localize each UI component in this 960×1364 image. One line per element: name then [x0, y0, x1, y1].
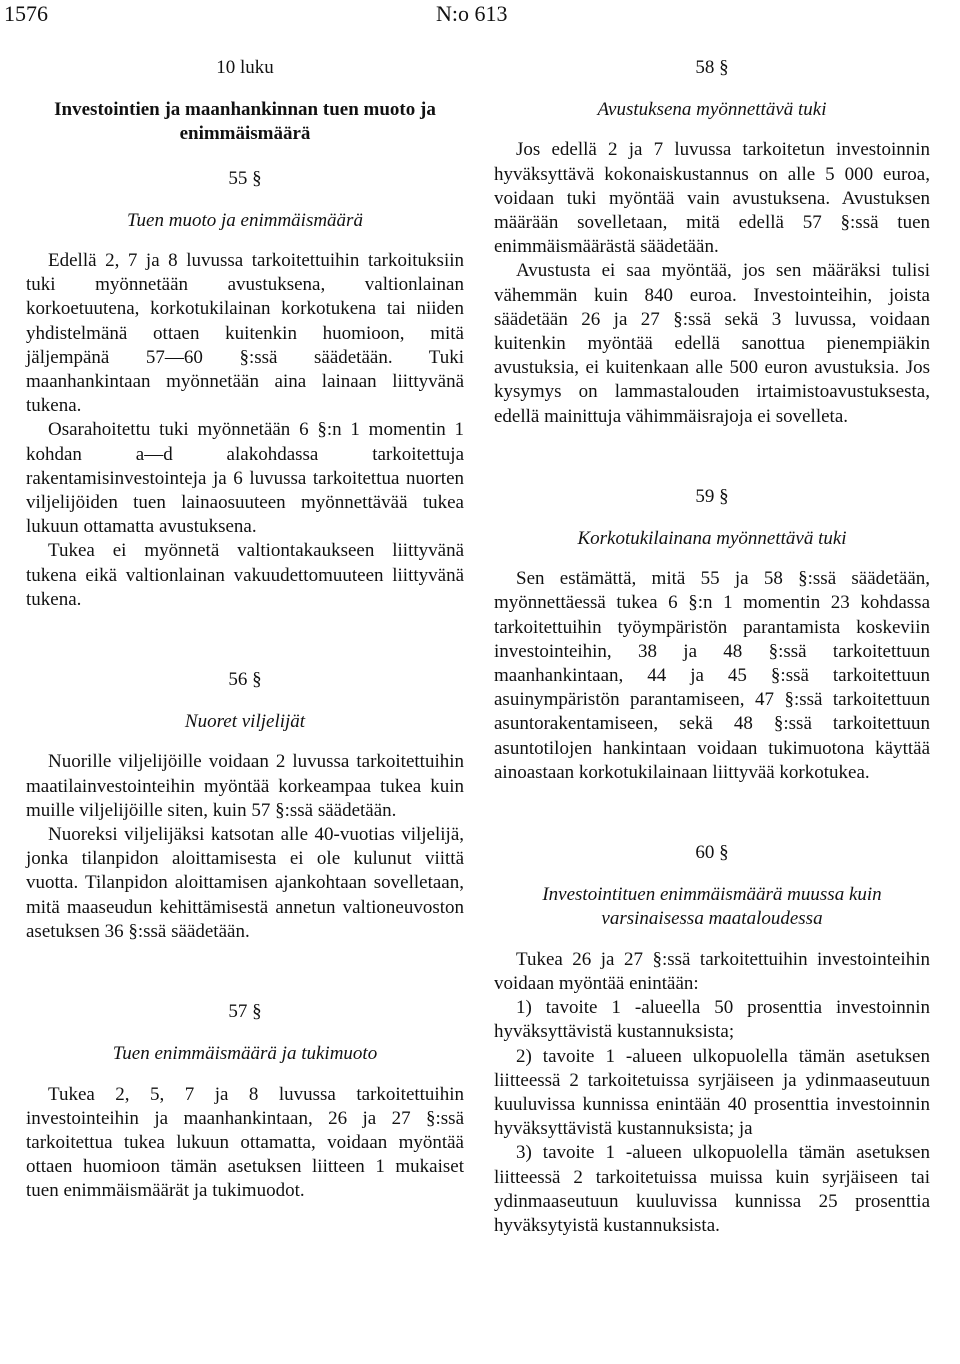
section-58-paragraph-1: Jos edellä 2 ja 7 luvussa tarkoitetun investoinnin hyväksyttävä kokonaiskustannus on alle 5 000 euroa, voidaan tuki myöntää vain avustuksena. Avustuksen määrään sovelletaan, mitä edellä 57 §:ssä tuen enimmäismäärästä säädetään. — [494, 139, 930, 258]
section-59-number: 59 § — [695, 485, 729, 507]
section-57-paragraph-1: Tukea 2, 5, 7 ja 8 luvussa tarkoitettuihin investointeihin ja maanhankintaan, 26 ja 27 §:ssä tarkoitettua tukea lukuun ottamatta, voidaan myöntää ottaen huomioon tämän asetuksen liitteen 1 mukaiset tuen enimmäismäärät ja tukimuodot. — [26, 1083, 464, 1202]
section-60-item-2: 2) tavoite 1 -alueen ulkopuolella tämän asetuksen liitteessä 2 tarkoitetuissa syrjäiseen ja ydinmaaseutuun kuuluvissa kunnissa enintään 40 prosenttia investoinnin hyväksyttävistä kustannuksista; ja — [494, 1045, 930, 1140]
section-55-number: 55 § — [228, 167, 262, 189]
section-57-number: 57 § — [228, 1001, 262, 1023]
section-60-title: Investointituen enimmäismäärä muussa kuin varsinaisessa maataloudessa — [542, 884, 882, 930]
section-60-item-3: 3) tavoite 1 -alueen ulkopuolella tämän asetuksen liitteessä 2 tarkoitetuissa muissa kuin syrjäiseen tai ydinmaaseutuun kuuluvissa kunnissa 25 prosenttia hyväksytyistä kustannuksista. — [494, 1142, 930, 1236]
section-56-number: 56 § — [228, 669, 262, 691]
section-58-title: Avustuksena myönnettävä tuki — [597, 99, 827, 121]
issue-number: N:o 613 — [436, 1, 508, 26]
right-column — [494, 56, 930, 1238]
section-55-paragraph-2: Osarahoitettu tuki myönnetään 6 §:n 1 momentin 1 kohdan a—d alakohdassa tarkoitettuja rakentamisinvestointeja ja 6 luvussa tarkoitettua nuorten viljelijöiden tuen lainaosuuteen myönnettävää tukea lukuun ottamatta avustuksena. — [26, 419, 464, 538]
section-55-paragraph-3: Tukea ei myönnetä valtiontakaukseen liittyvänä tukena eikä valtionlainan vakuudettomuuteen liittyvänä tukena. — [26, 540, 464, 610]
section-59-title: Korkotukilainana myönnettävä tuki — [577, 528, 847, 550]
section-58-number: 58 § — [695, 57, 729, 78]
section-60-number: 60 § — [695, 842, 729, 864]
section-55-paragraph-1: Edellä 2, 7 ja 8 luvussa tarkoitettuihin tarkoituksiin tuki myönnetään avustuksena, valtionlainan korkoetuutena, korkotukilainan korkotukena tai niiden yhdistelmänä ottaen kuitenkin huomioon, mitä jäljempänä 57—60 §:ssä säädetään. Tuki maanhankintaan myönnetään aina lainaan liittyvänä tukena. — [26, 250, 464, 417]
left-column — [26, 56, 464, 1204]
section-56-title: Nuoret viljelijät — [184, 711, 306, 733]
section-58-paragraph-2: Avustusta ei saa myöntää, jos sen määräksi tulisi vähemmän kuin 840 euroa. Investointeihin, joista säädetään 26 ja 27 §:ssä sekä 3 luvussa, voidaan kuitenkin myöntää edellä sanottua pienempiäkin avustuksia, ei kuitenkaan alle 500 euron avustuksia. Jos kysymys on lammastalouden irtaimistoavustuksesta, edellä mainittuja vähimmäisrajoja ei sovelleta. — [494, 260, 930, 427]
chapter-number: 10 luku — [216, 57, 274, 78]
chapter-title: Investointien ja maanhankinnan tuen muoto ja enimmäismäärä — [54, 99, 436, 145]
section-57-title: Tuen enimmäismäärä ja tukimuoto — [112, 1043, 378, 1065]
section-56-paragraph-2: Nuoreksi viljelijäksi katsotan alle 40-vuotias viljelijä, jonka tilanpidon aloittamisesta ei ole kulunut viittä vuotta. Tilanpidon aloittamisen ajankohtaan sovelletaan, mitä maaseudun kehittämisestä annetun valtioneuvoston asetuksen 36 §:ssä säädetään. — [26, 824, 464, 942]
section-60-paragraph-1: Tukea 26 ja 27 §:ssä tarkoitettuihin investointeihin voidaan myöntää enintään: — [494, 948, 930, 994]
section-55-title: Tuen muoto ja enimmäismäärä — [127, 209, 363, 231]
section-59-paragraph-1: Sen estämättä, mitä 55 ja 58 §:ssä säädetään, myönnettäessä tukea 6 §:n 1 momentin 23 kohdassa tarkoitettuihin työympäristön parantamista koskeviin investointeihin, 38 ja 48 §:ssä tarkoitettuun maanhankintaan, 44 ja 45 §:ssä tarkoitettuun asuinympäristön parantamiseen, 47 §:ssä tarkoitettuun asuntorakentamiseen, sekä 48 §:ssä tarkoitettuun asuntotilojen hankintaan voidaan tukimuotona käyttää ainoastaan korkotukilainaan liittyvää korkotukea. — [494, 568, 930, 783]
section-56-paragraph-1: Nuorille viljelijöille voidaan 2 luvussa tarkoitettuihin maatilainvestointeihin myöntää korkeampaa tukea kuin muille viljelijöille siten, kuin 57 §:ssä säädetään. — [26, 751, 464, 821]
section-60-item-1: 1) tavoite 1 -alueella 50 prosenttia investoinnin hyväksyttävistä kustannuksista; — [494, 997, 930, 1043]
page-number: 1576 — [4, 1, 48, 26]
